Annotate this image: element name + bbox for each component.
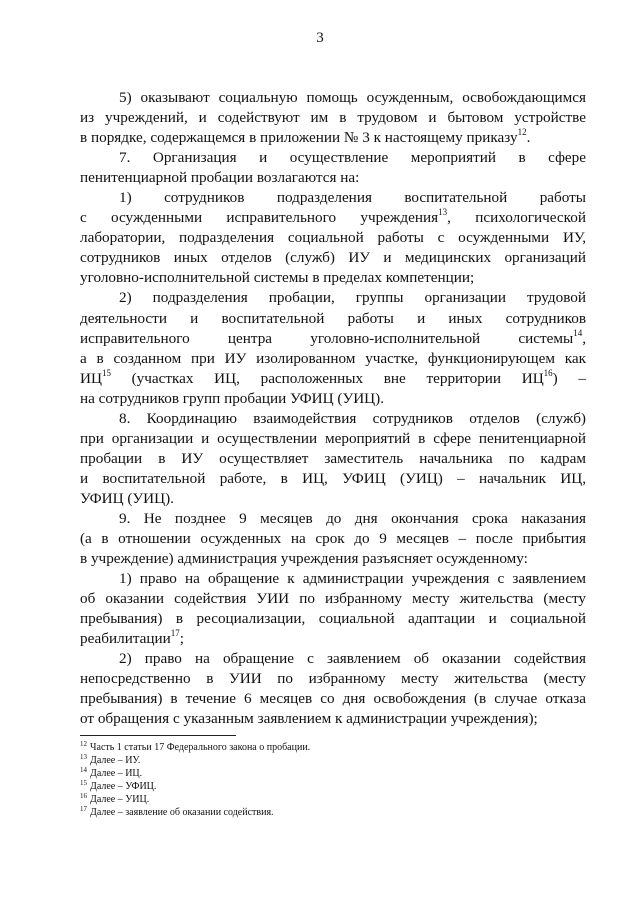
paragraph — [80, 188, 586, 288]
footnote — [80, 752, 310, 768]
footnote-ref: 14 — [573, 327, 583, 338]
text-line: с осужденными исправительного учреждения$^{13}$, психологической — [80, 207, 586, 227]
text-line: в учреждение) администрация учреждения разъясняет осужденному: — [80, 550, 528, 568]
footnote-number: 15 — [80, 778, 87, 787]
paragraph — [80, 649, 586, 729]
text-line: в порядке, содержащемся в приложении № 3 к настоящему приказу$^{12}$. — [80, 127, 531, 147]
text-line: лаборатории, подразделения социальной работы с осужденными ИУ, — [80, 229, 586, 247]
text-line: непосредственно в УИИ по избранному месту жительства (месту — [80, 670, 586, 688]
footnote-text: Часть 1 статьи 17 Федерального закона о пробации. — [90, 742, 311, 753]
text-line: на сотрудников групп пробации УФИЦ (УИЦ). — [80, 389, 384, 407]
text-line: пребывания) в течение 6 месяцев со дня освобождения (в случае отказа — [80, 690, 586, 708]
text-line: при организации и осуществлении мероприятий в сфере пенитенциарной — [80, 429, 586, 447]
text-line: пребывания) в ресоциализации, социальной адаптации и социальной — [80, 610, 586, 628]
text-line: пенитенциарной пробации возлагаются на: — [80, 169, 360, 187]
text-line: и воспитательной работе, в ИЦ, УФИЦ (УИЦ) – начальник ИЦ, — [80, 469, 586, 487]
footnote-ref: 15 — [101, 367, 111, 378]
footnote-number: 16 — [80, 791, 87, 800]
document-body — [80, 88, 586, 730]
footnote-text: Далее – ИУ. — [90, 754, 141, 766]
paragraph — [80, 148, 586, 188]
footnote-text: Далее – заявление об оказании содействия. — [90, 806, 274, 818]
text-line: деятельности и воспитательной работы и иных сотрудников — [80, 309, 586, 327]
footnote-ref: 17 — [170, 628, 180, 639]
text-line: 8. Координацию взаимодействия сотрудников отделов (служб) — [119, 409, 586, 427]
footnote-number: 14 — [80, 765, 87, 774]
text-line: 1) сотрудников подразделения воспитательной работы — [119, 189, 586, 207]
footnote-number: 17 — [80, 804, 87, 813]
paragraph — [80, 288, 586, 408]
text-line: 9. Не позднее 9 месяцев до дня окончания срока наказания — [119, 509, 586, 527]
footnote — [80, 742, 310, 755]
footnote-text: Далее – ИЦ. — [90, 767, 143, 779]
text-line: 2) право на обращение с заявлением об оказании содействия — [119, 650, 586, 668]
text-line: от обращения с указанным заявлением к администрации учреждения); — [80, 710, 538, 728]
footnote — [80, 778, 310, 794]
text-line: реабилитации$^{17}$; — [80, 628, 185, 648]
text-line: уголовно-исполнительной системы в пределах компетенции; — [80, 269, 475, 287]
footnote-text: Далее – УФИЦ. — [90, 780, 157, 792]
text-line: сотрудников иных отделов (служб) ИУ и медицинских организаций — [80, 249, 586, 267]
text-line: исправительного центра уголовно-исполнительной системы$^{14}$, — [80, 327, 586, 347]
text-line: 7. Организация и осуществление мероприятий в сфере — [119, 149, 586, 167]
text-line: из учреждений, и содействуют им в трудовом и бытовом устройстве — [80, 109, 586, 127]
footnote-number: 12 — [80, 740, 87, 748]
paragraph — [80, 409, 586, 509]
footnote — [80, 791, 310, 807]
footnote-separator — [80, 735, 236, 736]
footnote-text: Далее – УИЦ. — [90, 793, 150, 805]
text-line: (а в отношении осужденных на срок до 9 месяцев – после прибытия — [80, 530, 586, 548]
text-line: ИЦ$^{15}$ (участках ИЦ, расположенных вне территории ИЦ$^{16}$) – — [80, 367, 587, 387]
text-line: УФИЦ (УИЦ). — [80, 489, 174, 507]
footnotes — [80, 742, 310, 819]
text-line: пробации в ИУ осуществляет заместитель начальника по кадрам — [80, 449, 586, 467]
paragraph — [80, 509, 586, 569]
paragraph — [80, 569, 586, 649]
page-number: 3 — [316, 30, 324, 46]
text-line: 5) оказывают социальную помощь осужденным, освобождающимся — [119, 89, 586, 106]
paragraph — [80, 88, 586, 148]
text-line: а в созданном при ИУ изолированном участке, функционирующем как — [80, 349, 586, 367]
footnote — [80, 804, 310, 820]
text-line: об оказании содействия УИИ по избранному месту жительства (месту — [80, 590, 586, 608]
footnote-ref: 16 — [543, 367, 553, 378]
text-line: 1) право на обращение к администрации учреждения с заявлением — [119, 570, 586, 588]
footnote — [80, 765, 310, 781]
footnote-ref: 13 — [438, 207, 448, 218]
footnote-number: 13 — [80, 752, 87, 761]
text-line: 2) подразделения пробации, группы организации трудовой — [119, 289, 586, 307]
footnote-ref: 12 — [517, 127, 527, 138]
